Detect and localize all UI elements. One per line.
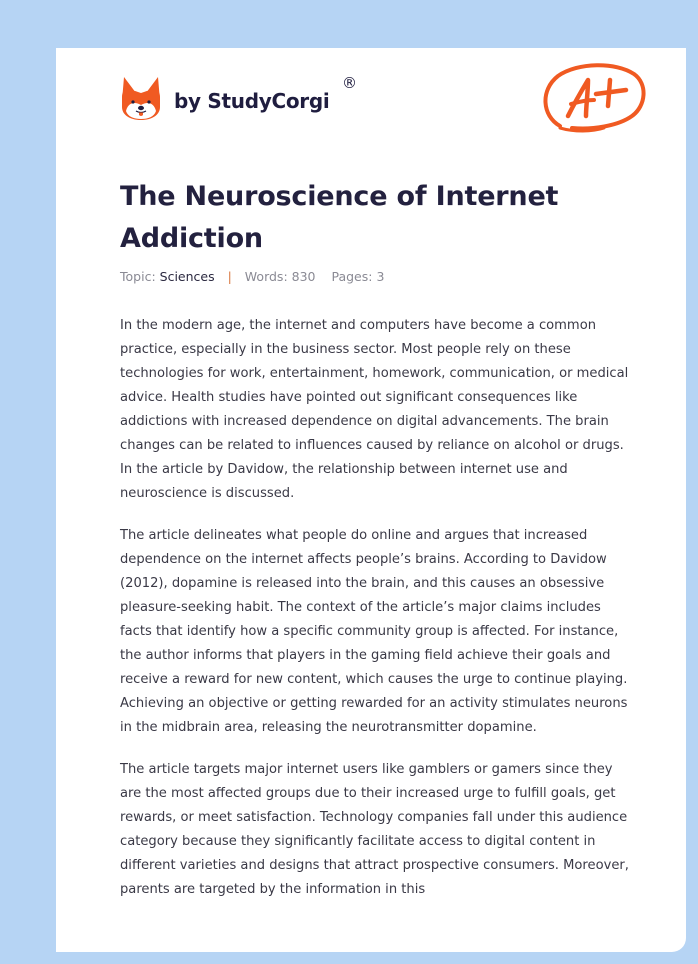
pages-label: Pages: <box>331 269 373 284</box>
document-meta <box>120 269 384 284</box>
a-plus-grade-icon <box>538 58 648 140</box>
pages-count: 3 <box>376 269 385 284</box>
paragraph: In the modern age, the internet and computers have become a common practice, especially in the business sector. Most people rely on these technologies for work, entertainment, homework, communication, or medical advice. Health studies have pointed out significant consequences like addictions with increased dependence on digital advancements. The brain changes can be related to influences caused by reliance on alcohol or drugs. In the article by Davidow, the relationship between internet use and neuroscience is discussed. <box>120 318 629 501</box>
meta-separator: | <box>227 269 232 284</box>
topic-label: Topic: <box>120 269 156 284</box>
page-title: The Neuroscience of Internet Addiction <box>120 181 559 254</box>
brand-name: by StudyCorgi <box>174 89 330 113</box>
studycorgi-logo[interactable] <box>120 74 357 121</box>
registered-mark: ® <box>342 74 357 92</box>
paragraph: The article targets major internet users like gamblers or gamers since they are the most affected groups due to their increased urge to fulfill goals, get rewards, or meet satisfaction. Technology companies fall under this audience category because they significantly facilitate access to digital content in different varieties and designs that attract prospective consumers. Moreover, parents are targeted by the information in this <box>120 762 629 897</box>
words-count: 830 <box>291 269 316 284</box>
header <box>56 48 686 158</box>
words-label: Words: <box>244 269 288 284</box>
paragraph: The article delineates what people do online and argues that increased dependence on the internet affects people’s brains. According to Davidow (2012), dopamine is released into the brain, and this causes an obsessive pleasure-seeking habit. The context of the article’s major claims includes facts that identify how a specific community group is affected. For instance, the author informs that players in the gaming field achieve their goals and receive a reward for new content, which causes the urge to continue playing. Achieving an objective or getting rewarded for an activity stimulates neurons in the midbrain area, releasing the neurotransmitter dopamine. <box>120 528 628 735</box>
document-body <box>120 314 630 920</box>
corgi-icon <box>120 75 162 121</box>
topic-link[interactable]: Sciences <box>159 269 215 284</box>
document-card <box>56 48 686 952</box>
